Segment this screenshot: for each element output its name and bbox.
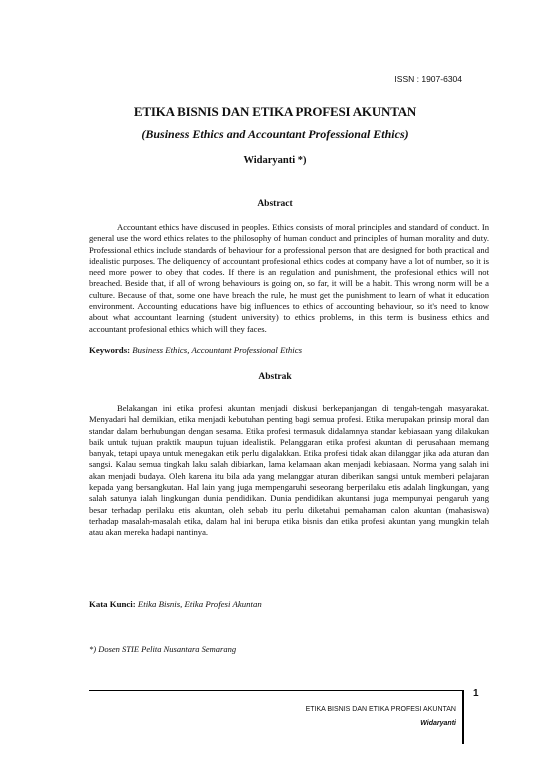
abstrak-heading: Abstrak [258,372,292,382]
paper-subtitle: (Business Ethics and Accountant Professional Ethics) [141,127,409,141]
keywords-label: Keywords: [89,345,131,355]
footer-vertical-divider [462,690,464,744]
abstrak-body: Belakangan ini etika profesi akuntan menjadi diskusi berkepanjangan di tengah-tengah masyarakat. Menyadari hal demikian, etika menjadi kebutuhan penting bagi semua profesi. Etika merupakan prinsip moral dan standar dalam berhubungan dengan sesama. Etika profesi termasuk didalamnya standar kebiasaan yang dilakukan baik untuk tujuan praktik maupun tujuan idealistik. Pelanggaran etika profesi akuntan di perusahaan memang banyak, tetapi upaya untuk menegakan etik perlu digalakkan. Etika profesi tidak akan dilanggar jika ada aturan dan sangsi. Kalau semua tingkah laku salah dibiarkan, lama kelamaan akan menjadi kebiasaan. Norma yang salah ini akan menjadi budaya. Oleh karena itu bila ada yang melanggar aturan diberikan sangsi untuk memberi pelajaran kepada yang bersangkutan. Hal lain yang juga mempengaruhi seseorang berperilaku etis adalah lingkungan, yang salah satunya ialah lingkungan dunia pendidikan. Dunia pendidikan akuntansi juga mempunyai pengaruh yang besar terhadap perilaku etis akuntan, oleh sebab itu perlu diketahui pemahaman calon akuntan (mahasiswa) terhadap masalah-masalah etika, dalam hal ini berupa etika bisnis dan etika profesi akuntan yang mungkin telah atau akan mereka hadapi nantinya. [89,403,489,538]
kata-kunci-line [89,599,489,609]
abstract-heading: Abstract [257,199,293,209]
page-number: 1 [473,688,479,699]
kata-kunci-label: Kata Kunci: [89,599,136,609]
footer-divider [89,690,463,691]
keywords-line [89,345,489,355]
issn-label: ISSN : 1907-6304 [394,74,462,84]
author-name: Widaryanti *) [243,155,307,166]
kata-kunci-value: Etika Bisnis, Etika Profesi Akuntan [137,599,262,609]
author-footnote: *) Dosen STIE Pelita Nusantara Semarang [89,644,237,654]
running-author: Widaryanti [420,720,456,727]
paper-title: ETIKA BISNIS DAN ETIKA PROFESI AKUNTAN [133,104,417,119]
abstract-body: Accountant ethics have discused in peoples. Ethics consists of moral principles and standard of conduct. In general use the word ethics relates to the philosophy of human conduct and principles of human morality and duty. Professional ethics include standards of behaviour for a professional person that are designed for both practical and idealistic purposes. The deliquency of accountant profesional ethics codes at company have a lot of number, so it is need more power to obey that codes. If there is an regulation and punishment, the profesional ethics will not breached. Beside that, if all of wrong behaviours is going on, so far, it will be a habit. This wrong norm will be a culture. Because of that, some one have breach the rule, he must get the punishment to learn of what it education environment. Accounting educations have big influences to ethics of accounting behaviour, so it's need to know about what accountant learning (student university) to ethics problems, in this term is business ethics and accountant profesional ethics which will they faces. [89,222,489,334]
keywords-value: Business Ethics, Accountant Professional Ethics [132,345,303,355]
running-title: ETIKA BISNIS DAN ETIKA PROFESI AKUNTAN [305,706,456,713]
